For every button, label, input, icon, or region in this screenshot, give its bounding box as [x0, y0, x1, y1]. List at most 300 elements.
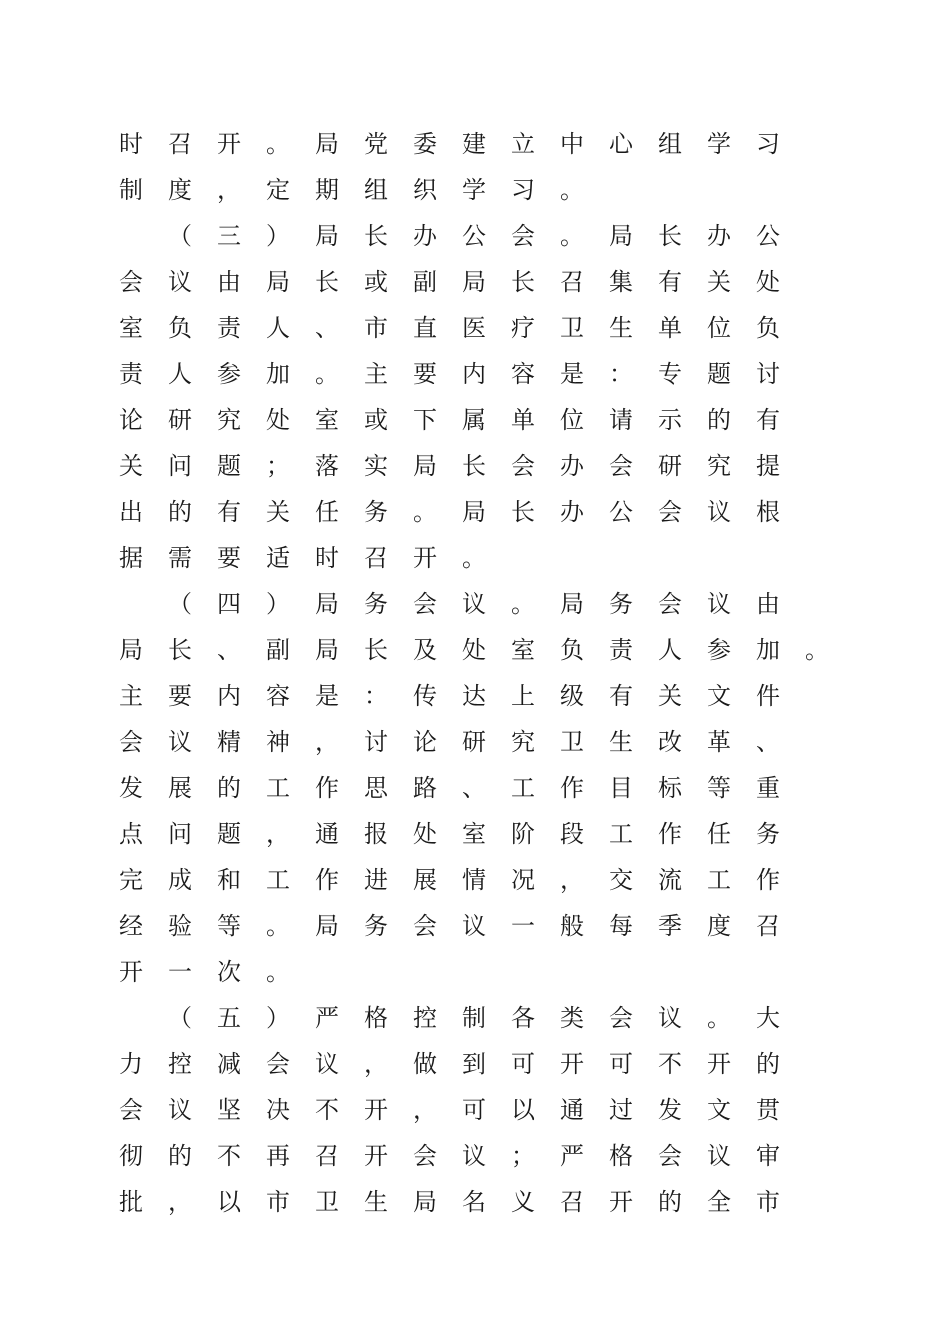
text-char: 内	[462, 360, 486, 388]
text-char: 办	[560, 498, 584, 526]
text-char: 市	[266, 1188, 290, 1216]
text-char: 会	[266, 1050, 290, 1078]
text-char: 期	[315, 176, 339, 204]
text-char: 批	[119, 1188, 143, 1216]
text-char: 会	[119, 268, 143, 296]
text-line	[119, 305, 839, 351]
text-char: 的	[707, 406, 731, 434]
text-char: 提	[756, 452, 780, 480]
text-char: 或	[364, 406, 388, 434]
text-char: 负	[756, 314, 780, 342]
text-line	[119, 1041, 839, 1087]
text-char: 达	[462, 682, 486, 710]
text-char: 局	[315, 130, 339, 158]
text-char: 会	[658, 590, 682, 618]
text-line	[168, 213, 839, 259]
text-char: 做	[413, 1050, 437, 1078]
text-char: 召	[756, 912, 780, 940]
text-char: 室	[511, 636, 535, 664]
text-char: ，	[168, 1188, 192, 1216]
text-char: 室	[119, 314, 143, 342]
text-char: 改	[658, 728, 682, 756]
text-char: 可	[511, 1050, 535, 1078]
text-char: 度	[168, 176, 192, 204]
text-char: 问	[168, 452, 192, 480]
text-char: 公	[609, 498, 633, 526]
text-char: ：	[364, 682, 388, 710]
text-line	[119, 397, 839, 443]
text-char: 工	[707, 866, 731, 894]
text-char: 各	[511, 1004, 535, 1032]
text-char: 开	[560, 1050, 584, 1078]
text-char: ）	[266, 1004, 290, 1032]
text-char: 委	[413, 130, 437, 158]
text-char: 。	[560, 176, 584, 204]
text-char: 位	[560, 406, 584, 434]
text-line	[168, 581, 839, 627]
text-char: 议	[707, 498, 731, 526]
text-char: 务	[364, 912, 388, 940]
text-char: 讨	[364, 728, 388, 756]
text-char: 展	[168, 774, 192, 802]
text-char: 严	[560, 1142, 584, 1170]
text-char: 务	[756, 820, 780, 848]
text-char: 完	[119, 866, 143, 894]
text-char: 作	[315, 866, 339, 894]
text-char: 以	[511, 1096, 535, 1124]
text-char: 副	[413, 268, 437, 296]
text-char: 等	[707, 774, 731, 802]
text-char: 的	[168, 1142, 192, 1170]
text-char: 义	[511, 1188, 535, 1216]
text-char: 处	[266, 406, 290, 434]
text-char: 可	[462, 1096, 486, 1124]
text-char: 和	[217, 866, 241, 894]
text-char: 处	[756, 268, 780, 296]
text-char: 的	[217, 774, 241, 802]
text-char: 局	[315, 912, 339, 940]
text-char: 主	[364, 360, 388, 388]
text-char: 要	[168, 682, 192, 710]
text-char: 。	[805, 636, 829, 664]
document-body	[119, 121, 839, 1225]
text-char: 题	[217, 820, 241, 848]
text-char: 党	[364, 130, 388, 158]
text-char: 决	[266, 1096, 290, 1124]
text-char: 出	[119, 498, 143, 526]
text-char: 容	[511, 360, 535, 388]
text-char: 作	[560, 774, 584, 802]
text-line	[119, 259, 839, 305]
text-char: 局	[266, 268, 290, 296]
text-char: 局	[462, 498, 486, 526]
text-char: 开	[707, 1050, 731, 1078]
text-char: 制	[462, 1004, 486, 1032]
text-char: 格	[364, 1004, 388, 1032]
text-char: 季	[658, 912, 682, 940]
text-line	[119, 489, 839, 535]
text-char: 局	[315, 636, 339, 664]
text-char: 办	[707, 222, 731, 250]
text-char: 内	[217, 682, 241, 710]
text-char: 时	[119, 130, 143, 158]
text-char: 。	[266, 130, 290, 158]
text-char: 召	[560, 1188, 584, 1216]
text-char: 或	[364, 268, 388, 296]
text-char: 局	[462, 268, 486, 296]
text-char: 上	[511, 682, 535, 710]
text-char: 开	[609, 1188, 633, 1216]
text-char: 会	[413, 590, 437, 618]
text-char: 长	[315, 268, 339, 296]
text-char: 发	[658, 1096, 682, 1124]
text-char: 路	[413, 774, 437, 802]
text-char: 织	[413, 176, 437, 204]
text-char: 情	[462, 866, 486, 894]
text-char: 格	[609, 1142, 633, 1170]
text-char: 责	[217, 314, 241, 342]
text-char: 参	[707, 636, 731, 664]
text-char: 点	[119, 820, 143, 848]
text-char: 进	[364, 866, 388, 894]
text-char: 由	[217, 268, 241, 296]
text-char: 召	[315, 1142, 339, 1170]
text-char: 再	[266, 1142, 290, 1170]
text-line	[119, 121, 839, 167]
text-char: 究	[707, 452, 731, 480]
text-char: 长	[511, 268, 535, 296]
text-char: 议	[168, 728, 192, 756]
text-char: 议	[707, 590, 731, 618]
text-char: 研	[462, 728, 486, 756]
text-char: 请	[609, 406, 633, 434]
text-char: 度	[707, 912, 731, 940]
text-char: 处	[462, 636, 486, 664]
text-char: 神	[266, 728, 290, 756]
text-char: 学	[707, 130, 731, 158]
text-char: 议	[462, 1142, 486, 1170]
text-char: 加	[756, 636, 780, 664]
text-char: 论	[119, 406, 143, 434]
text-char: 落	[315, 452, 339, 480]
text-char: 。	[462, 544, 486, 572]
text-char: 市	[756, 1188, 780, 1216]
text-char: 会	[511, 222, 535, 250]
text-line	[119, 535, 839, 581]
text-char: 流	[658, 866, 682, 894]
text-char: 局	[609, 222, 633, 250]
text-char: 长	[364, 222, 388, 250]
text-char: 题	[217, 452, 241, 480]
text-char: 议	[168, 1096, 192, 1124]
text-char: 、	[462, 774, 486, 802]
text-char: 。	[707, 1004, 731, 1032]
text-char: 问	[168, 820, 192, 848]
text-char: 。	[266, 912, 290, 940]
text-char: （	[168, 590, 192, 618]
text-line	[119, 949, 839, 995]
text-char: 长	[462, 452, 486, 480]
text-char: 专	[658, 360, 682, 388]
text-char: 任	[315, 498, 339, 526]
text-char: 长	[364, 636, 388, 664]
text-char: 属	[462, 406, 486, 434]
text-char: 每	[609, 912, 633, 940]
text-char: 直	[413, 314, 437, 342]
text-char: 不	[658, 1050, 682, 1078]
text-char: 研	[658, 452, 682, 480]
text-char: 一	[168, 958, 192, 986]
text-char: 根	[756, 498, 780, 526]
text-char: 议	[168, 268, 192, 296]
text-char: 标	[658, 774, 682, 802]
text-line	[119, 719, 839, 765]
text-char: 。	[560, 222, 584, 250]
text-char: 开	[364, 1142, 388, 1170]
text-char: 习	[511, 176, 535, 204]
text-char: 心	[609, 130, 633, 158]
text-char: 过	[609, 1096, 633, 1124]
text-char: 究	[511, 728, 535, 756]
text-char: 不	[217, 1142, 241, 1170]
text-char: 工	[266, 866, 290, 894]
text-char: 开	[364, 1096, 388, 1124]
text-char: 关	[658, 682, 682, 710]
text-char: 会	[119, 1096, 143, 1124]
text-char: 单	[658, 314, 682, 342]
text-line	[119, 443, 839, 489]
text-char: 况	[511, 866, 535, 894]
text-char: 召	[560, 268, 584, 296]
text-char: ，	[315, 728, 339, 756]
text-char: 务	[364, 498, 388, 526]
text-char: 议	[462, 590, 486, 618]
text-char: 示	[658, 406, 682, 434]
text-char: 阶	[511, 820, 535, 848]
text-line	[119, 1087, 839, 1133]
text-char: 议	[658, 1004, 682, 1032]
text-char: 有	[756, 406, 780, 434]
text-char: 容	[266, 682, 290, 710]
text-char: 需	[168, 544, 192, 572]
text-char: 有	[217, 498, 241, 526]
text-char: 负	[168, 314, 192, 342]
text-char: 类	[560, 1004, 584, 1032]
text-char: 作	[756, 866, 780, 894]
text-char: ；	[266, 452, 290, 480]
text-char: 关	[707, 268, 731, 296]
text-char: 组	[658, 130, 682, 158]
text-line	[119, 1133, 839, 1179]
text-char: 召	[168, 130, 192, 158]
text-char: 任	[707, 820, 731, 848]
text-char: 局	[413, 1188, 437, 1216]
text-char: 建	[462, 130, 486, 158]
text-char: 要	[413, 360, 437, 388]
text-char: 会	[413, 912, 437, 940]
text-char: 会	[119, 728, 143, 756]
text-char: 究	[217, 406, 241, 434]
text-char: 室	[315, 406, 339, 434]
text-char: 务	[364, 590, 388, 618]
text-char: 不	[315, 1096, 339, 1124]
text-char: 会	[658, 1142, 682, 1170]
text-char: 交	[609, 866, 633, 894]
text-line	[119, 1179, 839, 1225]
text-char: 报	[364, 820, 388, 848]
text-char: 制	[119, 176, 143, 204]
text-char: ：	[609, 360, 633, 388]
text-char: 名	[462, 1188, 486, 1216]
text-char: 三	[217, 222, 241, 250]
text-char: 成	[168, 866, 192, 894]
text-char: 人	[168, 360, 192, 388]
text-char: 要	[217, 544, 241, 572]
text-char: 长	[658, 222, 682, 250]
text-char: ，	[266, 820, 290, 848]
text-char: 可	[609, 1050, 633, 1078]
text-char: 严	[315, 1004, 339, 1032]
text-char: 务	[609, 590, 633, 618]
text-char: 、	[217, 636, 241, 664]
text-char: 办	[413, 222, 437, 250]
text-char: 展	[413, 866, 437, 894]
text-char: 疗	[511, 314, 535, 342]
text-char: 。	[511, 590, 535, 618]
text-char: 审	[756, 1142, 780, 1170]
text-char: 会	[609, 1004, 633, 1032]
text-char: 论	[413, 728, 437, 756]
text-char: 公	[756, 222, 780, 250]
text-char: 局	[560, 590, 584, 618]
text-char: 位	[707, 314, 731, 342]
text-char: 卫	[560, 314, 584, 342]
text-char: 工	[266, 774, 290, 802]
text-char: 长	[511, 498, 535, 526]
text-char: 、	[315, 314, 339, 342]
text-char: 学	[462, 176, 486, 204]
text-line	[119, 167, 839, 213]
text-char: 议	[315, 1050, 339, 1078]
text-char: 及	[413, 636, 437, 664]
text-line	[119, 673, 839, 719]
text-char: 经	[119, 912, 143, 940]
text-char: 到	[462, 1050, 486, 1078]
text-char: 据	[119, 544, 143, 572]
text-char: 局	[119, 636, 143, 664]
text-char: 生	[364, 1188, 388, 1216]
text-char: 四	[217, 590, 241, 618]
text-char: 一	[511, 912, 535, 940]
text-char: 人	[266, 314, 290, 342]
text-char: 发	[119, 774, 143, 802]
text-char: 目	[609, 774, 633, 802]
text-char: ，	[217, 176, 241, 204]
text-char: 次	[217, 958, 241, 986]
text-char: 室	[462, 820, 486, 848]
text-char: 革	[707, 728, 731, 756]
text-char: 力	[119, 1050, 143, 1078]
text-char: 会	[413, 1142, 437, 1170]
text-line	[119, 903, 839, 949]
text-char: 习	[756, 130, 780, 158]
text-char: 卫	[315, 1188, 339, 1216]
text-char: 开	[119, 958, 143, 986]
text-char: 责	[119, 360, 143, 388]
text-char: 人	[658, 636, 682, 664]
text-char: 参	[217, 360, 241, 388]
text-line	[119, 765, 839, 811]
text-char: 件	[756, 682, 780, 710]
text-char: 工	[511, 774, 535, 802]
text-char: 医	[462, 314, 486, 342]
text-char: 有	[658, 268, 682, 296]
text-char: 、	[756, 728, 780, 756]
text-char: 作	[658, 820, 682, 848]
text-char: ）	[266, 590, 290, 618]
text-char: 。	[413, 498, 437, 526]
text-char: 中	[560, 130, 584, 158]
text-char: ；	[511, 1142, 535, 1170]
text-char: 是	[560, 360, 584, 388]
text-char: 市	[364, 314, 388, 342]
text-char: 。	[266, 958, 290, 986]
text-char: 办	[560, 452, 584, 480]
text-char: 议	[462, 912, 486, 940]
text-char: 有	[609, 682, 633, 710]
text-char: 彻	[119, 1142, 143, 1170]
text-line	[119, 811, 839, 857]
text-char: 的	[756, 1050, 780, 1078]
text-char: 传	[413, 682, 437, 710]
text-char: 大	[756, 1004, 780, 1032]
text-char: 开	[217, 130, 241, 158]
text-char: 局	[315, 222, 339, 250]
text-char: 公	[462, 222, 486, 250]
text-char: 。	[315, 360, 339, 388]
text-char: 工	[609, 820, 633, 848]
text-char: 作	[315, 774, 339, 802]
text-char: 全	[707, 1188, 731, 1216]
text-char: （	[168, 222, 192, 250]
text-char: 长	[168, 636, 192, 664]
text-char: 研	[168, 406, 192, 434]
text-char: 的	[168, 498, 192, 526]
text-char: 控	[413, 1004, 437, 1032]
text-char: 召	[364, 544, 388, 572]
text-char: 关	[119, 452, 143, 480]
text-char: 贯	[756, 1096, 780, 1124]
text-char: 处	[413, 820, 437, 848]
text-char: 时	[315, 544, 339, 572]
text-line	[168, 995, 839, 1041]
text-char: 集	[609, 268, 633, 296]
text-char: 级	[560, 682, 584, 710]
text-char: 思	[364, 774, 388, 802]
text-char: 卫	[560, 728, 584, 756]
text-line	[119, 351, 839, 397]
text-char: （	[168, 1004, 192, 1032]
text-char: 议	[707, 1142, 731, 1170]
text-char: 适	[266, 544, 290, 572]
text-char: 局	[413, 452, 437, 480]
text-char: 实	[364, 452, 388, 480]
text-char: 由	[756, 590, 780, 618]
text-char: 副	[266, 636, 290, 664]
text-char: 负	[560, 636, 584, 664]
text-char: 会	[609, 452, 633, 480]
text-char: 局	[315, 590, 339, 618]
